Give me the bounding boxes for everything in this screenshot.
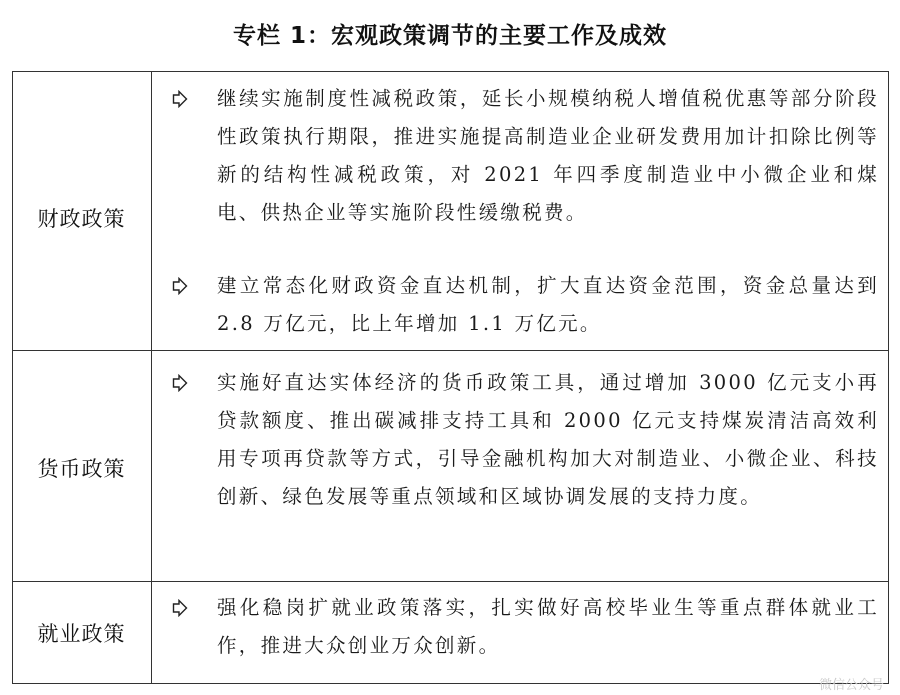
hollow-arrow-right-icon bbox=[172, 599, 188, 617]
policy-item: 继续实施制度性减税政策，延长小规模纳税人增值税优惠等部分阶段性政策执行期限，推进实施提高制造业企业研发费用加计扣除比例等新的结构性减税政策，对 2021 年四季度制造业中小微企业和煤电、供热企业等实施阶段性缓缴税费。 bbox=[217, 87, 879, 224]
category-fiscal-policy: 财政政策 bbox=[37, 207, 126, 231]
watermark: 微信公众号 bbox=[818, 678, 884, 693]
row-divider bbox=[12, 581, 889, 582]
row-divider bbox=[12, 350, 889, 351]
page-title: 专栏 1：宏观政策调节的主要工作及成效 bbox=[232, 23, 667, 49]
column-divider bbox=[151, 71, 152, 684]
policy-item: 实施好直达实体经济的货币政策工具，通过增加 3000 亿元支小再贷款额度、推出碳减排支持工具和 2000 亿元支持煤炭清洁高效利用专项再贷款等方式，引导金融机构加大对制造业、小微企业、科技创新、绿色发展等重点领域和区域协调发展的支持力度。 bbox=[217, 371, 879, 508]
hollow-arrow-right-icon bbox=[172, 374, 188, 392]
category-employment-policy: 就业政策 bbox=[37, 622, 126, 646]
policy-item: 强化稳岗扩就业政策落实，扎实做好高校毕业生等重点群体就业工作，推进大众创业万众创新。 bbox=[217, 596, 879, 657]
hollow-arrow-right-icon bbox=[172, 277, 188, 295]
hollow-arrow-right-icon bbox=[172, 90, 188, 108]
category-monetary-policy: 货币政策 bbox=[37, 457, 126, 481]
policy-item: 建立常态化财政资金直达机制，扩大直达资金范围，资金总量达到 2.8 万亿元，比上年增加 1.1 万亿元。 bbox=[217, 274, 879, 335]
